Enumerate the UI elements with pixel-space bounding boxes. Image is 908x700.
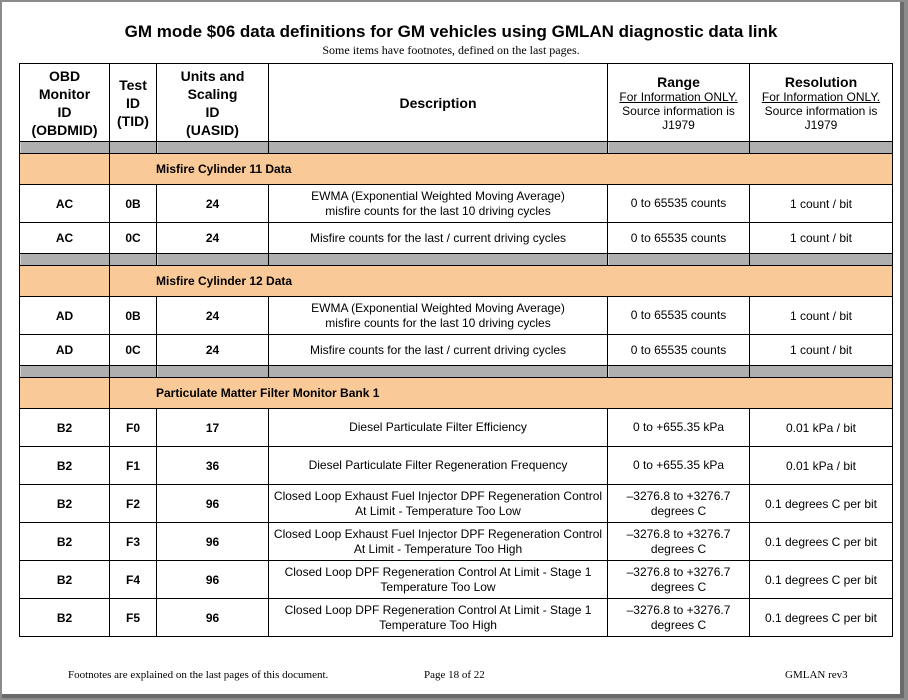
cell-obdmid: B2 xyxy=(20,409,110,447)
separator-cell xyxy=(157,366,269,378)
document-subtitle: Some items have footnotes, defined on the last pages. xyxy=(322,43,580,57)
separator-cell xyxy=(608,254,750,266)
cell-tid: F1 xyxy=(110,447,157,485)
range-line: 0 to +655.35 kPa xyxy=(632,420,725,434)
description-line: Temperature Too Low xyxy=(380,579,496,594)
separator-cell xyxy=(20,366,110,378)
header-uasid-line: (UASID) xyxy=(186,121,239,138)
section-blank-cell xyxy=(20,266,110,297)
cell-resolution: 1 count / bit xyxy=(750,223,893,254)
cell-tid: F2 xyxy=(110,485,157,523)
cell-obdmid: B2 xyxy=(20,447,110,485)
cell-obdmid: AC xyxy=(20,185,110,223)
table-row xyxy=(20,185,893,223)
cell-tid: F4 xyxy=(110,561,157,599)
range-line: –3276.8 to +3276.7 xyxy=(626,602,731,617)
cell-tid: F3 xyxy=(110,523,157,561)
cell-description xyxy=(269,185,608,223)
description-line: Diesel Particulate Filter Efficiency xyxy=(349,420,527,434)
footer-footnote-text: Footnotes are explained on the last pages of this document. xyxy=(68,669,329,681)
description-line: Diesel Particulate Filter Regeneration Frequency xyxy=(308,458,568,472)
header-tid-line: ID xyxy=(126,94,140,111)
cell-description xyxy=(269,297,608,335)
cell-obdmid: AD xyxy=(20,297,110,335)
cell-resolution: 0.01 kPa / bit xyxy=(750,447,893,485)
separator-cell xyxy=(269,142,608,154)
header-range xyxy=(608,64,750,142)
section-title: Misfire Cylinder 11 Data xyxy=(110,154,893,185)
cell-range xyxy=(608,561,750,599)
cell-range xyxy=(608,335,750,366)
table-body xyxy=(20,142,893,637)
cell-resolution: 0.1 degrees C per bit xyxy=(750,485,893,523)
table-row xyxy=(20,223,893,254)
cell-range xyxy=(608,297,750,335)
section-header-row xyxy=(20,154,893,185)
separator-cell xyxy=(157,254,269,266)
separator-cell xyxy=(750,142,893,154)
cell-resolution: 1 count / bit xyxy=(750,335,893,366)
header-tid-line: Test xyxy=(119,76,147,93)
range-line: –3276.8 to +3276.7 xyxy=(626,488,731,503)
cell-resolution: 0.1 degrees C per bit xyxy=(750,523,893,561)
separator-cell xyxy=(110,254,157,266)
cell-range xyxy=(608,447,750,485)
cell-resolution: 0.01 kPa / bit xyxy=(750,409,893,447)
section-separator xyxy=(20,142,893,154)
header-obdmid-line: Monitor xyxy=(38,85,91,102)
table-row xyxy=(20,561,893,599)
cell-description xyxy=(269,409,608,447)
cell-obdmid: B2 xyxy=(20,485,110,523)
range-line: 0 to +655.35 kPa xyxy=(632,458,725,472)
cell-description xyxy=(269,335,608,366)
cell-description xyxy=(269,447,608,485)
cell-range xyxy=(608,409,750,447)
cell-uasid: 24 xyxy=(157,297,269,335)
description-line: Closed Loop DPF Regeneration Control At Limit - Stage 1 xyxy=(284,602,592,617)
cell-resolution: 0.1 degrees C per bit xyxy=(750,599,893,637)
header-obdmid-line: (OBDMID) xyxy=(31,121,98,138)
range-line: degrees C xyxy=(650,579,707,594)
cell-obdmid: B2 xyxy=(20,599,110,637)
cell-range xyxy=(608,185,750,223)
header-range-source: Source information is J1979 xyxy=(622,103,735,132)
header-range-note: For Information ONLY. xyxy=(619,89,738,104)
header-resolution xyxy=(750,64,893,142)
table-row xyxy=(20,335,893,366)
separator-cell xyxy=(157,142,269,154)
header-uasid xyxy=(157,64,269,142)
cell-uasid: 96 xyxy=(157,599,269,637)
cell-resolution: 0.1 degrees C per bit xyxy=(750,561,893,599)
description-line: Closed Loop Exhaust Fuel Injector DPF Regeneration Control xyxy=(273,526,603,541)
description-line: Temperature Too High xyxy=(379,617,497,632)
cell-uasid: 96 xyxy=(157,561,269,599)
description-line: At Limit - Temperature Too High xyxy=(353,541,523,556)
header-tid xyxy=(110,64,157,142)
table-header-row xyxy=(20,64,893,142)
section-separator xyxy=(20,366,893,378)
header-obdmid-line: OBD xyxy=(48,67,81,84)
description-line: Misfire counts for the last / current driving cycles xyxy=(309,342,567,357)
separator-cell xyxy=(608,142,750,154)
cell-uasid: 24 xyxy=(157,335,269,366)
range-line: –3276.8 to +3276.7 xyxy=(626,526,731,541)
cell-tid: F0 xyxy=(110,409,157,447)
cell-obdmid: B2 xyxy=(20,523,110,561)
cell-uasid: 24 xyxy=(157,185,269,223)
range-line: –3276.8 to +3276.7 xyxy=(626,564,731,579)
cell-resolution: 1 count / bit xyxy=(750,185,893,223)
description-line: misfire counts for the last 10 driving cycles xyxy=(325,203,551,218)
description-line: Closed Loop Exhaust Fuel Injector DPF Regeneration Control xyxy=(273,488,603,503)
cell-uasid: 96 xyxy=(157,523,269,561)
header-description: Description xyxy=(269,64,608,142)
table-row xyxy=(20,297,893,335)
range-line: degrees C xyxy=(650,541,707,556)
section-blank-cell xyxy=(20,378,110,409)
separator-cell xyxy=(20,254,110,266)
header-resolution-source: Source information is J1979 xyxy=(764,103,878,132)
range-line: 0 to 65535 counts xyxy=(630,230,727,245)
cell-range xyxy=(608,223,750,254)
cell-obdmid: AC xyxy=(20,223,110,254)
header-obdmid xyxy=(20,64,110,142)
cell-range xyxy=(608,523,750,561)
header-uasid-line: ID xyxy=(205,103,220,120)
mode06-definitions-table xyxy=(19,63,893,637)
description-line: EWMA (Exponential Weighted Moving Average) xyxy=(311,188,565,203)
range-line: degrees C xyxy=(650,617,707,632)
cell-uasid: 24 xyxy=(157,223,269,254)
header-range-title: Range xyxy=(657,73,700,90)
cell-description xyxy=(269,223,608,254)
range-line: 0 to 65535 counts xyxy=(630,196,727,210)
section-header-row xyxy=(20,266,893,297)
description-line: Closed Loop DPF Regeneration Control At Limit - Stage 1 xyxy=(284,564,592,579)
header-uasid-line: Scaling xyxy=(187,85,238,102)
cell-tid: 0C xyxy=(110,223,157,254)
section-title: Particulate Matter Filter Monitor Bank 1 xyxy=(110,378,893,409)
separator-cell xyxy=(269,366,608,378)
description-line: misfire counts for the last 10 driving cycles xyxy=(325,315,551,330)
cell-tid: 0B xyxy=(110,185,157,223)
section-separator xyxy=(20,254,893,266)
header-resolution-note: For Information ONLY. xyxy=(761,89,881,104)
separator-cell xyxy=(750,254,893,266)
cell-obdmid: AD xyxy=(20,335,110,366)
table-row xyxy=(20,409,893,447)
cell-range xyxy=(608,599,750,637)
separator-cell xyxy=(110,366,157,378)
cell-obdmid: B2 xyxy=(20,561,110,599)
separator-cell xyxy=(110,142,157,154)
range-line: degrees C xyxy=(650,503,707,518)
section-header-row xyxy=(20,378,893,409)
separator-cell xyxy=(269,254,608,266)
header-resolution-title: Resolution xyxy=(784,73,858,90)
description-line: EWMA (Exponential Weighted Moving Average) xyxy=(311,300,565,315)
footer-revision: GMLAN rev3 xyxy=(785,669,848,681)
document-page xyxy=(2,2,904,698)
cell-range xyxy=(608,485,750,523)
cell-description xyxy=(269,561,608,599)
cell-description xyxy=(269,485,608,523)
footer-page-number: Page 18 of 22 xyxy=(424,669,485,681)
range-line: 0 to 65535 counts xyxy=(630,308,727,322)
cell-tid: 0B xyxy=(110,297,157,335)
separator-cell xyxy=(20,142,110,154)
range-line: 0 to 65535 counts xyxy=(630,342,727,357)
cell-tid: F5 xyxy=(110,599,157,637)
cell-uasid: 17 xyxy=(157,409,269,447)
description-line: At Limit - Temperature Too Low xyxy=(355,503,521,518)
document-title: GM mode $06 data definitions for GM vehicles using GMLAN diagnostic data link xyxy=(124,22,778,41)
cell-uasid: 96 xyxy=(157,485,269,523)
table-row xyxy=(20,523,893,561)
cell-tid: 0C xyxy=(110,335,157,366)
header-uasid-line: Units and xyxy=(180,67,245,84)
cell-uasid: 36 xyxy=(157,447,269,485)
header-tid-line: (TID) xyxy=(117,112,149,129)
section-title: Misfire Cylinder 12 Data xyxy=(110,266,893,297)
cell-description xyxy=(269,599,608,637)
section-blank-cell xyxy=(20,154,110,185)
separator-cell xyxy=(608,366,750,378)
description-line: Misfire counts for the last / current driving cycles xyxy=(309,230,567,245)
table-row xyxy=(20,599,893,637)
separator-cell xyxy=(750,366,893,378)
header-obdmid-line: ID xyxy=(57,103,72,120)
cell-resolution: 1 count / bit xyxy=(750,297,893,335)
cell-description xyxy=(269,523,608,561)
table-row xyxy=(20,485,893,523)
table-row xyxy=(20,447,893,485)
